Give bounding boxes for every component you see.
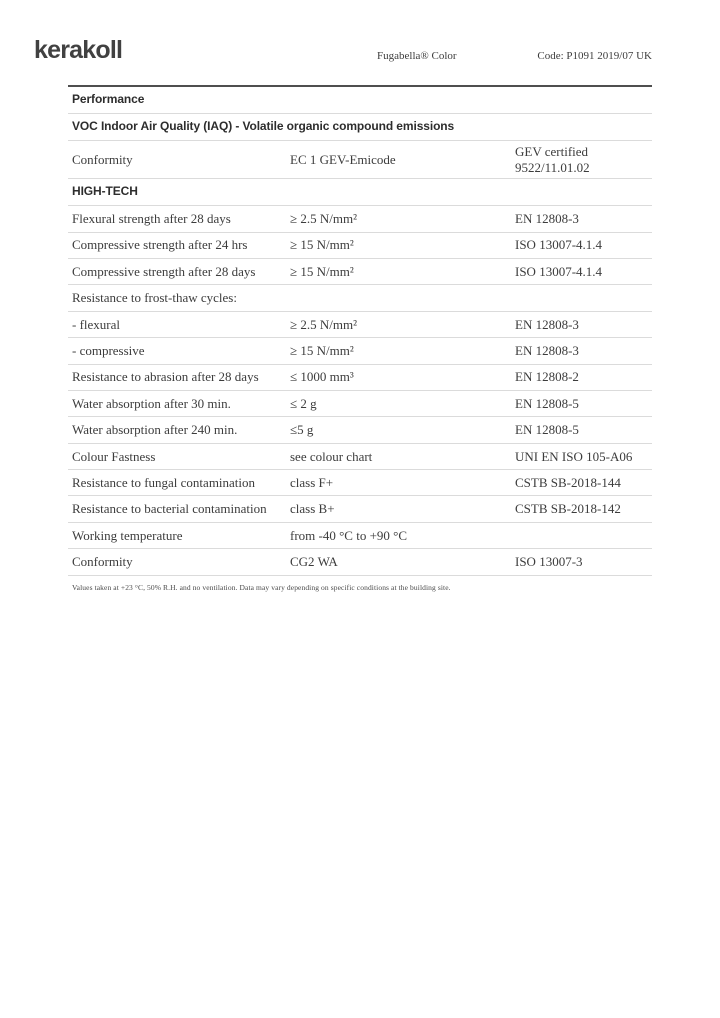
value-cell: class F+ — [290, 474, 334, 490]
standard-cell: EN 12808-5 — [515, 395, 579, 411]
standard-cell: ISO 13007-4.1.4 — [515, 263, 603, 279]
table-row — [68, 141, 652, 179]
section-header-row — [68, 114, 652, 141]
kerakoll-logo: kerakoll — [34, 36, 123, 64]
table-row — [68, 259, 652, 285]
table-row — [68, 391, 652, 417]
product-name: Fugabella® Color — [377, 50, 457, 62]
value-cell: ≥ 2.5 N/mm² — [290, 211, 358, 227]
table-row — [68, 338, 652, 364]
table-row — [68, 206, 652, 232]
value-cell: ≤ 2 g — [290, 395, 317, 411]
standard-cell: EN 12808-2 — [515, 369, 579, 385]
property-cell: Resistance to abrasion after 28 days — [72, 369, 259, 385]
property-cell: Compressive strength after 28 days — [72, 263, 256, 279]
property-cell: Conformity — [72, 554, 133, 570]
table-row — [68, 470, 652, 496]
value-cell: ≥ 2.5 N/mm² — [290, 316, 358, 332]
value-cell: ≤ 1000 mm³ — [290, 369, 354, 385]
table-row — [68, 496, 652, 522]
footnote: Values taken at +23 °C, 50% R.H. and no ventilation. Data may vary depending on specific conditions at the building site. — [72, 582, 451, 592]
table-row — [68, 365, 652, 391]
table-row — [68, 444, 652, 470]
standard-cell: UNI EN ISO 105-A06 — [515, 448, 633, 464]
value-cell: class B+ — [290, 501, 335, 517]
table-row — [68, 285, 652, 311]
value-cell: from -40 °C to +90 °C — [290, 527, 408, 543]
section-title: VOC Indoor Air Quality (IAQ) - Volatile organic compound emissions — [72, 119, 455, 134]
standard-cell: ISO 13007-3 — [515, 554, 583, 570]
performance-table — [68, 85, 652, 576]
property-cell: Resistance to fungal contamination — [72, 474, 256, 490]
value-cell: ≥ 15 N/mm² — [290, 263, 354, 279]
standard-cell: EN 12808-5 — [515, 422, 579, 438]
standard-cell — [511, 295, 652, 301]
document-body — [68, 85, 652, 592]
value-cell: ≥ 15 N/mm² — [290, 343, 354, 359]
property-cell: Resistance to frost-thaw cycles: — [72, 290, 237, 306]
page-header — [0, 0, 720, 85]
standard-cell: CSTB SB-2018-142 — [515, 501, 621, 517]
standard-cell — [511, 533, 652, 539]
property-cell: Conformity — [72, 151, 133, 167]
section-header-row — [68, 179, 652, 206]
property-cell: Flexural strength after 28 days — [72, 211, 231, 227]
standard-cell: ISO 13007-4.1.4 — [515, 237, 603, 253]
table-row — [68, 312, 652, 338]
standard-cell: GEV certified 9522/11.01.02 — [515, 144, 590, 175]
property-cell: - flexural — [72, 316, 121, 332]
value-cell — [286, 295, 511, 301]
property-cell: Water absorption after 30 min. — [72, 395, 231, 411]
table-row — [68, 523, 652, 549]
property-cell: Water absorption after 240 min. — [72, 422, 238, 438]
property-cell: Resistance to bacterial contamination — [72, 501, 267, 517]
value-cell: EC 1 GEV-Emicode — [290, 151, 396, 167]
document-code: Code: P1091 2019/07 UK — [537, 50, 652, 62]
table-row — [68, 417, 652, 443]
standard-cell: CSTB SB-2018-144 — [515, 474, 621, 490]
value-cell: ≥ 15 N/mm² — [290, 237, 354, 253]
value-cell: CG2 WA — [290, 554, 338, 570]
value-cell: ≤5 g — [290, 422, 314, 438]
standard-cell: EN 12808-3 — [515, 316, 579, 332]
table-row — [68, 233, 652, 259]
property-cell: - compressive — [72, 343, 145, 359]
table-row — [68, 549, 652, 575]
property-cell: Compressive strength after 24 hrs — [72, 237, 248, 253]
value-cell: see colour chart — [290, 448, 373, 464]
section-title: Performance — [72, 92, 145, 107]
section-header-row — [68, 87, 652, 114]
section-title: HIGH-TECH — [72, 184, 138, 199]
standard-cell: EN 12808-3 — [515, 211, 579, 227]
property-cell: Colour Fastness — [72, 448, 156, 464]
property-cell: Working temperature — [72, 527, 183, 543]
standard-cell: EN 12808-3 — [515, 343, 579, 359]
